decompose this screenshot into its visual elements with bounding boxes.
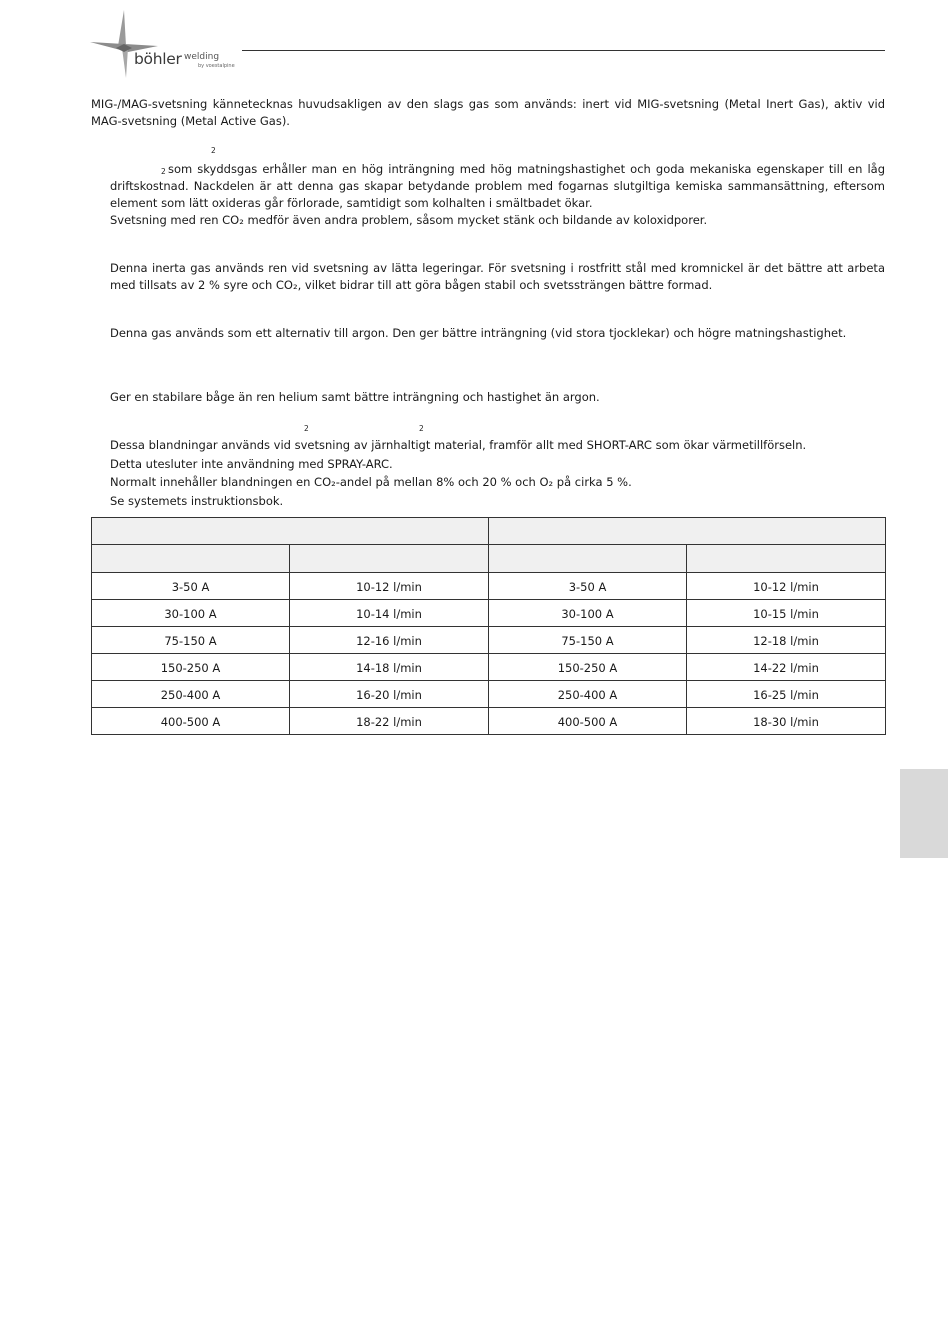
gas-flow-table <box>91 517 886 735</box>
logo-brand: böhler <box>134 50 182 68</box>
table-header-group-2 <box>489 518 886 545</box>
co2-inline-subscript: 2 <box>161 167 166 176</box>
table-cell: 18-22 l/min <box>290 708 489 735</box>
table-header-row-2 <box>92 545 886 573</box>
mix-line-1: Dessa blandningar används vid svetsning av järnhaltigt material, framför allt med SHORT-ARC som ökar värmetillförseln. <box>110 438 807 452</box>
mix-line-2: Detta utesluter inte användning med SPRAY-ARC. <box>110 457 393 471</box>
co2-paragraph: som skyddsgas erhåller man en hög inträngning med hög matningshastighet och goda mekaniska egenskaper till en låg driftskostnad. Nackdelen är att denna gas skapar betydande problem med fogarnas slutgiltiga kemiska sammansättning, eftersom element som lätt oxideras går förlorade, samtidigt som kolhalten i smältbadet ökar. <box>110 162 885 210</box>
intro-paragraph: MIG-/MAG-svetsning kännetecknas huvudsakligen av den slags gas som används: inert vid MIG-svetsning (Metal Inert Gas), aktiv vid MAG-svetsning (Metal Active Gas). <box>91 97 885 128</box>
table-cell: 14-18 l/min <box>290 654 489 681</box>
table-cell: 3-50 A <box>489 573 687 600</box>
header-rule <box>242 50 885 51</box>
table-cell: 10-12 l/min <box>290 573 489 600</box>
table-cell: 250-400 A <box>92 681 290 708</box>
table-cell: 12-16 l/min <box>290 627 489 654</box>
table-subheader <box>687 545 886 573</box>
table-cell: 16-20 l/min <box>290 681 489 708</box>
argon-paragraph: Denna inerta gas används ren vid svetsning av lätta legeringar. För svetsning i rostfritt stål med kromnickel är det bättre att arbeta med tillsats av 2 % syre och CO₂, vilket bidrar till att göra bågen stabil och svetssträngen bättre formad. <box>110 261 885 292</box>
table-cell: 150-250 A <box>92 654 290 681</box>
table-cell: 10-12 l/min <box>687 573 886 600</box>
page-side-tab <box>900 769 948 858</box>
co2-paragraph-2: Svetsning med ren CO₂ medför även andra problem, såsom mycket stänk och bildande av koloxidporer. <box>110 213 708 227</box>
mix-line-3: Normalt innehåller blandningen en CO₂-andel på mellan 8% och 20 % och O₂ på cirka 5 %. <box>110 475 632 489</box>
table-cell: 75-150 A <box>92 627 290 654</box>
table-cell: 30-100 A <box>489 600 687 627</box>
table-subheader <box>92 545 290 573</box>
table-header-group-1 <box>92 518 489 545</box>
table-row <box>92 627 886 654</box>
bohler-star-icon <box>88 8 248 80</box>
table-row <box>92 681 886 708</box>
co2-heading-subscript: 2 <box>211 146 216 155</box>
table-row <box>92 654 886 681</box>
table-header-row-1 <box>92 518 886 545</box>
table-cell: 250-400 A <box>489 681 687 708</box>
table-row <box>92 708 886 735</box>
table-subheader <box>290 545 489 573</box>
table-cell: 16-25 l/min <box>687 681 886 708</box>
table-cell: 14-22 l/min <box>687 654 886 681</box>
table-cell: 400-500 A <box>92 708 290 735</box>
table-cell: 3-50 A <box>92 573 290 600</box>
mix-heading-subscript-1: 2 <box>304 424 309 433</box>
mix-line-4: Se systemets instruktionsbok. <box>110 494 284 508</box>
mix-heading-subscript-2: 2 <box>419 424 424 433</box>
table-cell: 30-100 A <box>92 600 290 627</box>
logo-sub: welding <box>184 52 220 62</box>
table-cell: 12-18 l/min <box>687 627 886 654</box>
table-cell: 400-500 A <box>489 708 687 735</box>
table-cell: 18-30 l/min <box>687 708 886 735</box>
table-cell: 10-15 l/min <box>687 600 886 627</box>
table-cell: 150-250 A <box>489 654 687 681</box>
table-cell: 10-14 l/min <box>290 600 489 627</box>
logo-sub2: by voestalpine <box>198 63 235 69</box>
table-subheader <box>489 545 687 573</box>
table-cell: 75-150 A <box>489 627 687 654</box>
table-row <box>92 600 886 627</box>
bohler-welding-logo <box>88 8 248 80</box>
table-row <box>92 573 886 600</box>
argon-helium-paragraph: Ger en stabilare båge än ren helium samt bättre inträngning och hastighet än argon. <box>110 390 600 404</box>
helium-paragraph: Denna gas används som ett alternativ till argon. Den ger bättre inträngning (vid stora tjocklekar) och högre matningshastighet. <box>110 326 847 340</box>
